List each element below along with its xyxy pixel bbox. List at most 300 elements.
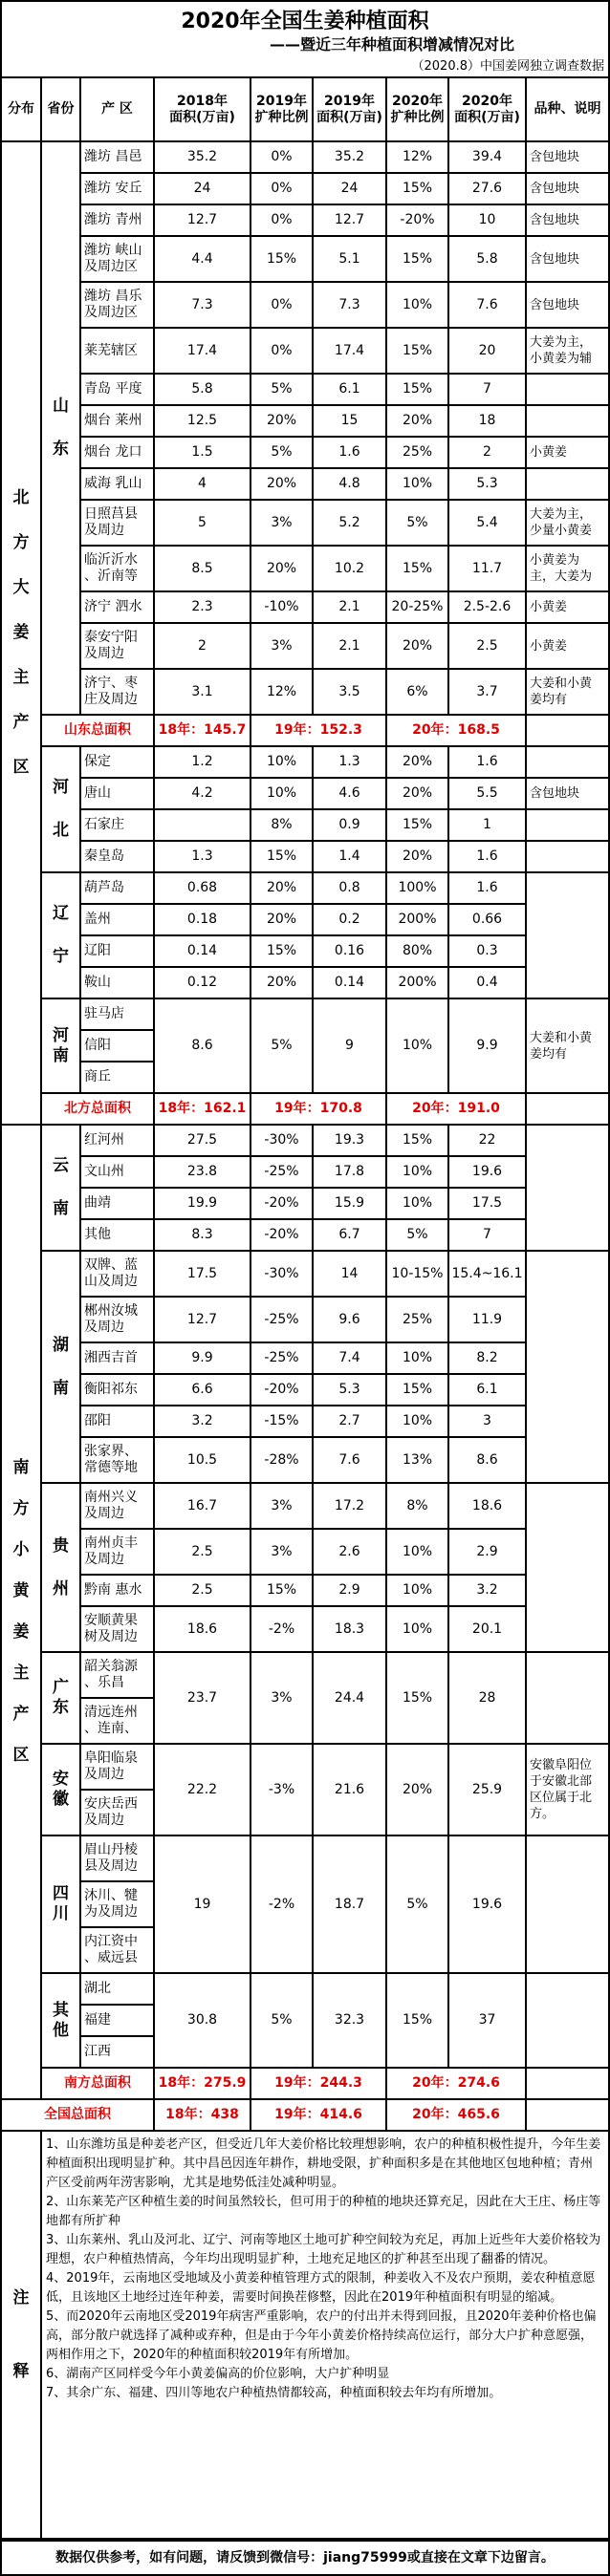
area-2018: 2.5 (154, 1575, 251, 1606)
total-row (2, 2099, 608, 2131)
area-2020: 27.6 (448, 173, 526, 204)
area-name: 信阳 (80, 1030, 154, 1062)
variety-note (526, 841, 608, 872)
area-2020: 5.5 (448, 778, 526, 809)
expand-2020: 15% (386, 1125, 448, 1156)
area-2020: 19.6 (448, 1156, 526, 1188)
expand-2019: -15% (251, 1406, 313, 1437)
expand-2020: 20% (386, 746, 448, 778)
area-2019: 6.7 (313, 1219, 386, 1251)
area-2019: 9 (313, 998, 386, 1093)
area-2020: 2.9 (448, 1529, 526, 1575)
area-2020: 8.2 (448, 1342, 526, 1374)
total-note (526, 1093, 608, 1125)
area-name: 辽阳 (80, 935, 154, 967)
total-note (526, 2099, 608, 2131)
area-2018: 16.7 (154, 1483, 251, 1529)
area-2019: 17.4 (313, 328, 386, 374)
province-label: 辽 宁 (41, 872, 80, 998)
expand-2019: -2% (251, 1835, 313, 1973)
area-name: 郴州汝城 及周边 (80, 1297, 154, 1342)
variety-note: 小黄姜 (526, 437, 608, 468)
expand-2020: 10% (386, 1188, 448, 1219)
province-label: 山 东 (41, 141, 80, 715)
area-name: 其他 (80, 1219, 154, 1251)
province-label: 贵 州 (41, 1483, 80, 1652)
area-name: 烟台 龙口 (80, 437, 154, 468)
area-2020: 20.1 (448, 1606, 526, 1652)
area-2019: 7.3 (313, 282, 386, 328)
variety-note: 大姜为主， 少量小黄姜 (526, 500, 608, 546)
table-row (2, 591, 608, 623)
variety-note (526, 468, 608, 500)
area-2018: 1.3 (154, 841, 251, 872)
area-2020: 3 (448, 1406, 526, 1437)
area-name: 江西 (80, 2036, 154, 2068)
area-2020: 7 (448, 374, 526, 405)
province-label: 云 南 (41, 1125, 80, 1251)
variety-note (526, 1251, 608, 1483)
expand-2020: 15% (386, 374, 448, 405)
table-row (2, 468, 608, 500)
variety-note (526, 1483, 608, 1652)
area-2018: 5.8 (154, 374, 251, 405)
area-2018: 24 (154, 173, 251, 204)
footer-disclaimer: 数据仅供参考，如有问题，请反馈到微信号：jiang75999或直接在文章下边留言。 (2, 2540, 608, 2574)
area-2020: 17.5 (448, 1188, 526, 1219)
area-name: 保定 (80, 746, 154, 778)
note-item: 5、而2020年云南地区受2019年病害严重影响，农户的付出并未得到回报，且2020年姜种价格也偏高，部分散户就选择了减种或弃种，但是由于今年小黄姜价格持续高位运行，部分大户扩种意愿强，两相作用之下，2020年的种植面积较2019年有所增加。 (46, 2309, 597, 2362)
table-row (2, 374, 608, 405)
area-name: 潍坊 峡山 及周边区 (80, 236, 154, 282)
area-2019: 17.8 (313, 1156, 386, 1188)
total-note (526, 715, 608, 746)
table-row (2, 546, 608, 591)
area-2018: 17.4 (154, 328, 251, 374)
area-2019: 17.2 (313, 1483, 386, 1529)
table-row (2, 778, 608, 809)
area-2020: 0.3 (448, 935, 526, 967)
table-row (2, 405, 608, 437)
column-header: 分布 (2, 78, 41, 141)
area-2018: 19 (154, 1835, 251, 1973)
area-name: 南州兴义 及周边 (80, 1483, 154, 1529)
total-2019: 19年：170.8 (251, 1093, 386, 1125)
total-2020: 20年：168.5 (386, 715, 526, 746)
area-2018: 23.7 (154, 1652, 251, 1744)
area-2019: 1.4 (313, 841, 386, 872)
area-2020: 19.6 (448, 1835, 526, 1973)
province-label: 广 东 (41, 1652, 80, 1744)
expand-2020: 5% (386, 1835, 448, 1973)
area-2018: 0.12 (154, 967, 251, 998)
expand-2019: 10% (251, 778, 313, 809)
area-2018: 8.3 (154, 1219, 251, 1251)
area-name: 石家庄 (80, 809, 154, 841)
area-2020: 11.7 (448, 546, 526, 591)
column-header: 2019年 面积(万亩) (313, 78, 386, 141)
expand-2020: 10% (386, 282, 448, 328)
area-2020: 0.66 (448, 904, 526, 935)
note-item: 3、山东莱州、乳山及河北、辽宁、河南等地区土地可扩种空间较为充足，再加上近些年大姜价格较为理想，农户种植热情高，今年均出现明显扩种，土地充足地区的扩种甚至出现了翻番的情况。 (46, 2233, 601, 2266)
area-2020: 28 (448, 1652, 526, 1744)
variety-note: 小黄姜 (526, 623, 608, 669)
column-header: 2019年 扩种比例 (251, 78, 313, 141)
area-2018: 3.2 (154, 1406, 251, 1437)
table-row (2, 669, 608, 715)
area-name: 盖州 (80, 904, 154, 935)
table-row (2, 841, 608, 872)
expand-2019: 3% (251, 1483, 313, 1529)
total-row (2, 715, 608, 746)
table-row (2, 173, 608, 204)
table-row (2, 1973, 608, 2005)
area-2018: 0.68 (154, 872, 251, 904)
area-2018: 22.2 (154, 1744, 251, 1835)
area-name: 湘西吉首 (80, 1342, 154, 1374)
area-2018: 30.8 (154, 1973, 251, 2068)
variety-note: 大姜和小黄 姜均有 (526, 998, 608, 1093)
variety-note: 大姜和小黄 姜均有 (526, 669, 608, 715)
variety-note (526, 1835, 608, 1973)
distribution-label: 北 方 大 姜 主 产 区 (2, 141, 41, 1125)
column-header: 省份 (41, 78, 80, 141)
table-row (2, 1297, 608, 1342)
expand-2020: 10% (386, 1406, 448, 1437)
total-2018: 18年：275.9 (154, 2068, 251, 2099)
area-2019: 1.3 (313, 746, 386, 778)
expand-2019: 0% (251, 141, 313, 173)
table-row (2, 746, 608, 778)
area-name: 眉山丹棱 县及周边 (80, 1835, 154, 1881)
variety-note: 含包地块 (526, 282, 608, 328)
title-block (2, 2, 608, 78)
variety-note: 大姜为主， 小黄姜为辅 (526, 328, 608, 374)
expand-2019: -20% (251, 1188, 313, 1219)
area-2020: 1.6 (448, 746, 526, 778)
table-row (2, 1125, 608, 1156)
expand-2019: 20% (251, 405, 313, 437)
area-name: 烟台 莱州 (80, 405, 154, 437)
table-row (2, 1251, 608, 1297)
area-2020: 3.7 (448, 669, 526, 715)
area-2020: 5.8 (448, 236, 526, 282)
table-row (2, 236, 608, 282)
province-label: 四 川 (41, 1835, 80, 1973)
area-2019: 0.2 (313, 904, 386, 935)
variety-note (526, 1973, 608, 2068)
area-2020: 25.9 (448, 1744, 526, 1835)
area-2020: 7.6 (448, 282, 526, 328)
area-2019: 32.3 (313, 1973, 386, 2068)
area-name: 红河州 (80, 1125, 154, 1156)
variety-note: 含包地块 (526, 778, 608, 809)
area-name: 潍坊 安丘 (80, 173, 154, 204)
area-name: 南州贞丰 及周边 (80, 1529, 154, 1575)
expand-2020: 20% (386, 405, 448, 437)
expand-2020: 10% (386, 1342, 448, 1374)
expand-2019: 15% (251, 841, 313, 872)
total-label: 南方总面积 (41, 2068, 154, 2099)
area-2020: 1.6 (448, 872, 526, 904)
area-name: 安庆岳西 及周边 (80, 1790, 154, 1835)
area-name: 安顺黄果 树及周边 (80, 1606, 154, 1652)
expand-2019: -3% (251, 1744, 313, 1835)
area-2018: 18.6 (154, 1606, 251, 1652)
table-row (2, 967, 608, 998)
table-row (2, 904, 608, 935)
area-name: 商丘 (80, 1062, 154, 1093)
table-row (2, 1652, 608, 1698)
expand-2020: 15% (386, 328, 448, 374)
expand-2020: 10% (386, 468, 448, 500)
area-name: 福建 (80, 2005, 154, 2036)
variety-note: 含包地块 (526, 204, 608, 236)
expand-2019: -20% (251, 1219, 313, 1251)
area-name: 济宁、枣 庄及周边 (80, 669, 154, 715)
area-2020: 8.6 (448, 1437, 526, 1483)
area-name: 日照莒县 及周边 (80, 500, 154, 546)
table-row (2, 500, 608, 546)
area-2019: 4.8 (313, 468, 386, 500)
area-2019: 5.3 (313, 1374, 386, 1406)
province-label: 河 南 (41, 998, 80, 1093)
area-2020: 5.4 (448, 500, 526, 546)
area-2018: 8.5 (154, 546, 251, 591)
area-2018: 6.6 (154, 1374, 251, 1406)
table-row (2, 1575, 608, 1606)
total-label: 山东总面积 (41, 715, 154, 746)
area-name: 济宁 泗水 (80, 591, 154, 623)
expand-2019: -25% (251, 1156, 313, 1188)
area-2020: 18 (448, 405, 526, 437)
total-label: 北方总面积 (41, 1093, 154, 1125)
total-2018: 18年：145.7 (154, 715, 251, 746)
expand-2019: -10% (251, 591, 313, 623)
area-2019: 24 (313, 173, 386, 204)
total-2018: 18年：438 (154, 2099, 251, 2131)
table-row (2, 1744, 608, 1790)
area-2018: 12.7 (154, 1297, 251, 1342)
area-2018: 9.9 (154, 1342, 251, 1374)
area-2019: 3.5 (313, 669, 386, 715)
table-row (2, 1406, 608, 1437)
expand-2020: 200% (386, 904, 448, 935)
area-name: 清远连州 、连南、 (80, 1698, 154, 1744)
area-2019: 7.6 (313, 1437, 386, 1483)
area-name: 青岛 平度 (80, 374, 154, 405)
area-2020: 7 (448, 1219, 526, 1251)
expand-2020: 10% (386, 1575, 448, 1606)
area-name: 潍坊 昌乐 及周边区 (80, 282, 154, 328)
variety-note (526, 872, 608, 998)
area-2018: 2.3 (154, 591, 251, 623)
column-header: 2020年 面积(万亩) (448, 78, 526, 141)
expand-2019: 5% (251, 437, 313, 468)
distribution-label: 南 方 小 黄 姜 主 产 区 (2, 1125, 41, 2099)
expand-2020: 25% (386, 1297, 448, 1342)
area-2020: 15.4~16.1 (448, 1251, 526, 1297)
area-2018: 2 (154, 623, 251, 669)
expand-2019: 12% (251, 669, 313, 715)
expand-2020: 25% (386, 437, 448, 468)
area-2018: 0.18 (154, 904, 251, 935)
table-row (2, 204, 608, 236)
province-label: 河 北 (41, 746, 80, 872)
expand-2020: 15% (386, 546, 448, 591)
province-label: 其 他 (41, 1973, 80, 2068)
area-2018: 5 (154, 500, 251, 546)
area-2019: 35.2 (313, 141, 386, 173)
expand-2020: 20% (386, 623, 448, 669)
expand-2020: 15% (386, 236, 448, 282)
area-name: 潍坊 青州 (80, 204, 154, 236)
area-name: 唐山 (80, 778, 154, 809)
total-2019: 19年：414.6 (251, 2099, 386, 2131)
area-2020: 18.6 (448, 1483, 526, 1529)
area-name: 内江资中 、威远县 (80, 1927, 154, 1973)
area-2019: 19.3 (313, 1125, 386, 1156)
column-header: 产 区 (80, 78, 154, 141)
area-name: 泰安宁阳 及周边 (80, 623, 154, 669)
area-name: 威海 乳山 (80, 468, 154, 500)
table-row (2, 1156, 608, 1188)
area-2018: 1.5 (154, 437, 251, 468)
table-row (2, 809, 608, 841)
area-2020: 20 (448, 328, 526, 374)
table-row (2, 1342, 608, 1374)
area-2019: 10.2 (313, 546, 386, 591)
expand-2020: 10% (386, 998, 448, 1093)
expand-2019: 3% (251, 1529, 313, 1575)
area-2019: 9.6 (313, 1297, 386, 1342)
table-row (2, 1483, 608, 1529)
variety-note: 含包地块 (526, 141, 608, 173)
area-2020: 3.2 (448, 1575, 526, 1606)
area-2018: 10.5 (154, 1437, 251, 1483)
area-2018: 19.9 (154, 1188, 251, 1219)
variety-note (526, 374, 608, 405)
area-2018: 1.2 (154, 746, 251, 778)
report-subtitle: ——暨近三年种植面积增减情况对比 (270, 35, 515, 54)
total-2019: 19年：244.3 (251, 2068, 386, 2099)
expand-2019: 0% (251, 282, 313, 328)
expand-2020: 20% (386, 1744, 448, 1835)
expand-2020: 12% (386, 141, 448, 173)
variety-note (526, 1125, 608, 1251)
area-2019: 7.4 (313, 1342, 386, 1374)
area-name: 韶关翁源 、乐昌 (80, 1652, 154, 1698)
expand-2020: 15% (386, 1374, 448, 1406)
variety-note: 安徽阜阳位 于安徽北部 区位属于北 方。 (526, 1744, 608, 1835)
expand-2019: 15% (251, 935, 313, 967)
area-2019: 12.7 (313, 204, 386, 236)
expand-2020: 200% (386, 967, 448, 998)
area-name: 秦皇岛 (80, 841, 154, 872)
note-item: 4、2019年，云南地区受地域及小黄姜种植管理方式的限制，种姜收入不及农户预期，姜农种植意愿低，且该地区土地经过连年种姜，需要时间换茬修整，因此在2019年种植面积有明显的缩减。 (46, 2271, 596, 2305)
expand-2019: -2% (251, 1606, 313, 1652)
expand-2019: -25% (251, 1342, 313, 1374)
area-2020: 9.9 (448, 998, 526, 1093)
total-row (2, 1093, 608, 1125)
expand-2019: -20% (251, 1374, 313, 1406)
expand-2020: 10-15% (386, 1251, 448, 1297)
area-2019: 0.9 (313, 809, 386, 841)
total-label: 全国总面积 (2, 2099, 154, 2131)
notes-row (2, 2131, 608, 2539)
expand-2019: 0% (251, 328, 313, 374)
area-name: 文山州 (80, 1156, 154, 1188)
expand-2019: -30% (251, 1125, 313, 1156)
expand-2020: 5% (386, 500, 448, 546)
table-row (2, 1437, 608, 1483)
expand-2020: 20% (386, 778, 448, 809)
table-row (2, 1374, 608, 1406)
area-2020: 1.6 (448, 841, 526, 872)
expand-2019: 0% (251, 173, 313, 204)
area-name: 黔南 惠水 (80, 1575, 154, 1606)
table-row (2, 1529, 608, 1575)
area-2019: 15.9 (313, 1188, 386, 1219)
province-label: 湖 南 (41, 1251, 80, 1483)
expand-2020: 20-25% (386, 591, 448, 623)
expand-2020: 6% (386, 669, 448, 715)
table-row (2, 1606, 608, 1652)
area-2020: 2.5 (448, 623, 526, 669)
area-name: 衡阳祁东 (80, 1374, 154, 1406)
area-2019: 18.3 (313, 1606, 386, 1652)
area-name: 双牌、蓝 山及周边 (80, 1251, 154, 1297)
total-row (2, 2068, 608, 2099)
header-row (2, 78, 608, 141)
area-2018: 35.2 (154, 141, 251, 173)
area-2019: 5.1 (313, 236, 386, 282)
area-2019: 2.6 (313, 1529, 386, 1575)
table-row (2, 328, 608, 374)
variety-note (526, 746, 608, 778)
area-2020: 0.4 (448, 967, 526, 998)
expand-2019: 20% (251, 904, 313, 935)
table-row (2, 1835, 608, 1881)
area-2019: 2.1 (313, 623, 386, 669)
area-2020: 11.9 (448, 1297, 526, 1342)
area-table (2, 78, 608, 2540)
area-2019: 0.14 (313, 967, 386, 998)
area-2018: 2.5 (154, 1529, 251, 1575)
variety-note (526, 405, 608, 437)
area-name: 驻马店 (80, 998, 154, 1030)
variety-note: 小黄姜 (526, 591, 608, 623)
variety-note (526, 809, 608, 841)
area-2020: 39.4 (448, 141, 526, 173)
expand-2019: -30% (251, 1251, 313, 1297)
expand-2020: 15% (386, 809, 448, 841)
area-name: 阜阳临泉 及周边 (80, 1744, 154, 1790)
area-name: 鞍山 (80, 967, 154, 998)
area-2020: 10 (448, 204, 526, 236)
expand-2019: -25% (251, 1297, 313, 1342)
expand-2020: 10% (386, 1529, 448, 1575)
area-2020: 22 (448, 1125, 526, 1156)
column-header: 品种、说明 (526, 78, 608, 141)
area-name: 沐川、犍 为及周边 (80, 1881, 154, 1927)
area-2018: 27.5 (154, 1125, 251, 1156)
expand-2020: 10% (386, 1606, 448, 1652)
table-row (2, 872, 608, 904)
expand-2020: -20% (386, 204, 448, 236)
column-header: 2018年 面积(万亩) (154, 78, 251, 141)
table-row (2, 998, 608, 1030)
